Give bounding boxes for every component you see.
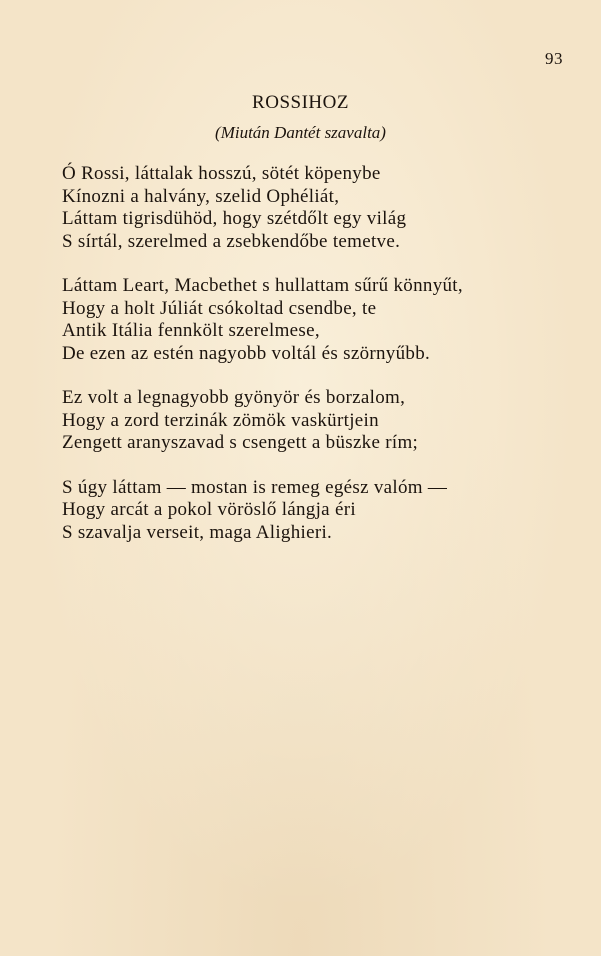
poem-line: S úgy láttam — mostan is remeg egész valóm — [62,476,448,498]
poem-line: Kínozni a halvány, szelid Ophéliát, [62,185,340,207]
poem-line: Hogy a holt Júliát csókoltad csendbe, te [62,297,377,319]
poem-line: Hogy arcát a pokol vöröslő lángja éri [62,499,356,520]
poem-line: Láttam Leart, Macbethet s hullattam sűrű könnyűt, [62,275,463,296]
stanza-3 [62,387,582,455]
poem-line: Ó Rossi, láttalak hosszú, sötét köpenybe [62,163,381,184]
poem-line: Zengett aranyszavad s csengett a büszke rím; [62,432,419,453]
poem-title: ROSSIHOZ [252,92,349,113]
stanza-1 [62,163,582,253]
poem-line: De ezen az estén nagyobb voltál és szörnyűbb. [62,342,431,364]
poem-subtitle: (Miután Dantét szavalta) [215,123,386,142]
poem-line: S sírtál, szerelmed a zsebkendőbe temetve. [62,230,401,252]
poem-line: S szavalja verseit, maga Alighieri. [62,521,333,543]
page-number: 93 [545,49,563,68]
poem-line: Hogy a zord terzinák zömök vaskürtjein [62,409,379,431]
stanza-4 [62,477,582,545]
poem-body [62,163,582,566]
poem-line: Ez volt a legnagyobb gyönyör és borzalom, [62,387,406,408]
poem-line: Antik Itália fennkölt szerelmese, [62,320,320,341]
poem-line: Láttam tigrisdühöd, hogy szétdőlt egy világ [62,208,407,229]
stanza-2 [62,275,582,365]
